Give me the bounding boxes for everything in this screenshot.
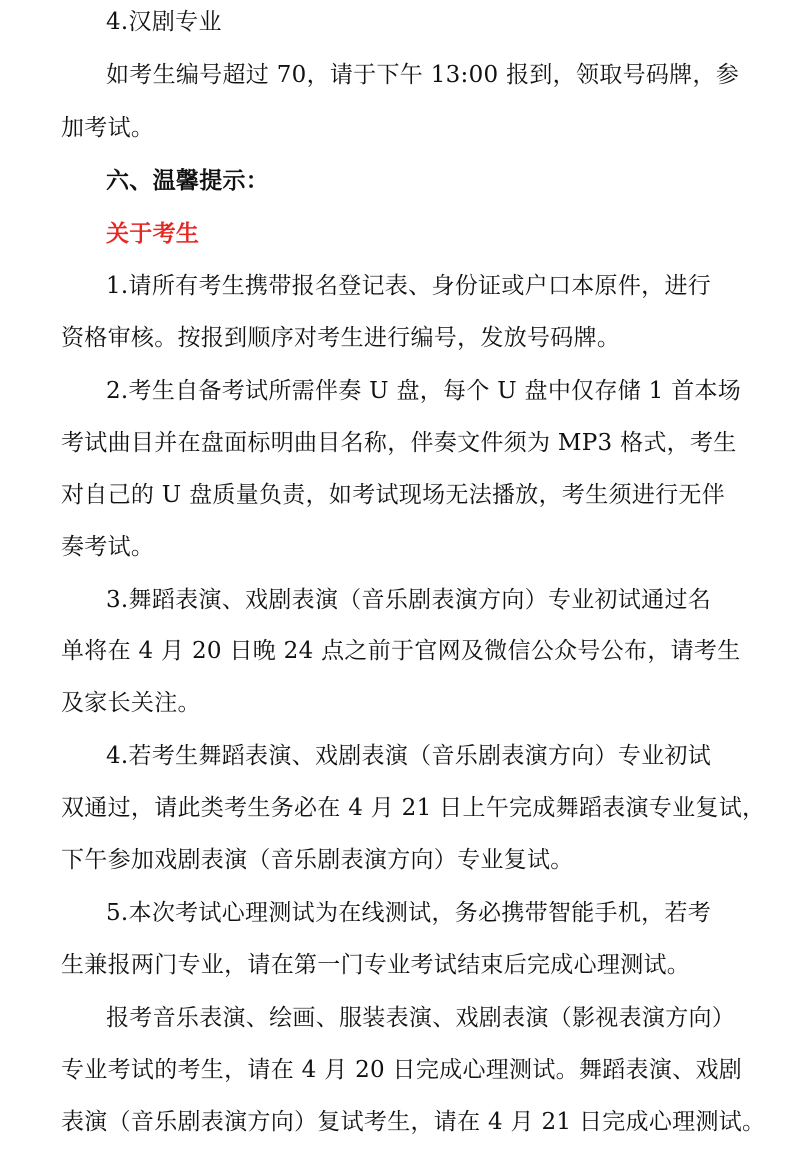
major-item-hanju: 4.汉剧专业	[106, 9, 222, 35]
tip-item-1-line: 1.请所有考生携带报名登记表、身份证或户口本原件，进行	[106, 273, 712, 299]
tip-item-5-line: 5.本次考试心理测试为在线测试，务必携带智能手机，若考	[106, 900, 712, 926]
tip-item-4-line: 4.若考生舞蹈表演、戏剧表演（音乐剧表演方向）专业初试	[106, 743, 712, 769]
tip-item-2-line: 考试曲目并在盘面标明曲目名称，伴奏文件须为 MP3 格式，考生	[61, 430, 737, 456]
tip-item-2-line: 对自己的 U 盘质量负责，如考试现场无法播放，考生须进行无伴	[61, 482, 726, 508]
tip-item-3-line: 3.舞蹈表演、戏剧表演（音乐剧表演方向）专业初试通过名	[106, 587, 712, 613]
tip-item-3-line: 及家长关注。	[61, 690, 201, 716]
subheading-about-candidates: 关于考生	[106, 221, 200, 247]
paragraph-line: 如考生编号超过 70，请于下午 13:00 报到，领取号码牌，参	[106, 62, 740, 88]
psych-test-note-line: 报考音乐表演、绘画、服装表演、戏剧表演（影视表演方向）	[106, 1005, 736, 1031]
tip-item-1-line: 资格审核。按报到顺序对考生进行编号，发放号码牌。	[61, 325, 621, 351]
tip-item-4-line: 双通过，请此类考生务必在 4 月 21 日上午完成舞蹈表演专业复试，	[61, 795, 766, 821]
tip-item-5-line: 生兼报两门专业，请在第一门专业考试结束后完成心理测试。	[61, 952, 691, 978]
tip-item-2-line: 奏考试。	[61, 534, 155, 560]
tip-item-2-line: 2.考生自备考试所需伴奏 U 盘，每个 U 盘中仅存储 1 首本场	[106, 378, 742, 404]
psych-test-note-line: 表演（音乐剧表演方向）复试考生，请在 4 月 21 日完成心理测试。	[61, 1109, 766, 1135]
psych-test-note-line: 专业考试的考生，请在 4 月 20 日完成心理测试。舞蹈表演、戏剧	[61, 1057, 743, 1083]
section-heading-tips: 六、温馨提示：	[106, 168, 270, 194]
tip-item-3-line: 单将在 4 月 20 日晚 24 点之前于官网及微信公众号公布，请考生	[61, 638, 741, 664]
tip-item-4-line: 下午参加戏剧表演（音乐剧表演方向）专业复试。	[61, 847, 574, 873]
paragraph-line: 加考试。	[61, 115, 155, 141]
